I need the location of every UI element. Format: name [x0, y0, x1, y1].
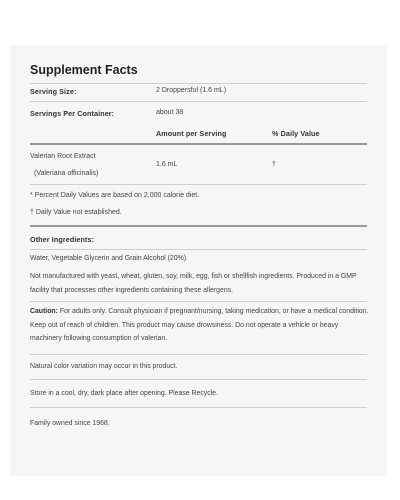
ingredients-text: Water, Vegetable Glycerin and Grain Alcohol (20%).	[30, 255, 188, 262]
thick-divider	[30, 225, 367, 227]
divider	[30, 354, 367, 355]
family-owned-note: Family owned since 1968.	[30, 420, 110, 427]
daily-value-footnote: * Percent Daily Values are based on 2,000 calorie diet.	[30, 192, 200, 199]
color-variation-note: Natural color variation may occur in this product.	[30, 363, 178, 370]
ingredient-daily-value: †	[272, 161, 276, 168]
thick-divider	[30, 143, 367, 145]
allergen-statement: Not manufactured with yeast, wheat, gluten, soy, milk, egg, fish or shellfish ingredients. Produced in a GMP facility that processes other ingredients containing these allergens.	[30, 273, 357, 294]
storage-note: Store in a cool, dry, dark place after opening. Please Recycle.	[30, 390, 218, 397]
ingredient-name: Valerian Root Extract	[30, 153, 96, 160]
divider	[30, 249, 367, 250]
servings-per-container-value: about 38	[156, 109, 184, 116]
divider	[30, 83, 367, 84]
amount-per-serving-header: Amount per Serving	[156, 129, 227, 138]
caution-text: For adults only. Consult physician if pregnant/nursing, taking medication, or have a medical condition. Keep out of reach of children. This product may cause drowsiness. Do not operate a vehicle or heavy machinery following consumption of valerian.	[30, 308, 369, 342]
caution-statement	[30, 305, 370, 346]
serving-size-value: 2 Droppersful (1.6 mL)	[156, 87, 227, 94]
supplement-facts-panel	[10, 45, 387, 476]
panel-title: Supplement Facts	[30, 63, 138, 77]
divider	[30, 379, 367, 380]
other-ingredients-heading: Other Ingredients:	[30, 235, 95, 244]
divider	[30, 301, 367, 302]
divider	[30, 101, 367, 102]
divider	[30, 407, 367, 408]
dagger-footnote: † Daily Value not established.	[30, 209, 122, 216]
servings-per-container-label: Servings Per Container:	[30, 109, 115, 118]
daily-value-header: % Daily Value	[272, 129, 320, 138]
divider	[30, 184, 367, 185]
caution-label: Caution:	[30, 308, 58, 315]
serving-size-label: Serving Size:	[30, 87, 77, 96]
ingredient-amount: 1.6 mL	[156, 161, 178, 168]
ingredient-latin-name: (Valeriana officinalis)	[34, 170, 99, 177]
